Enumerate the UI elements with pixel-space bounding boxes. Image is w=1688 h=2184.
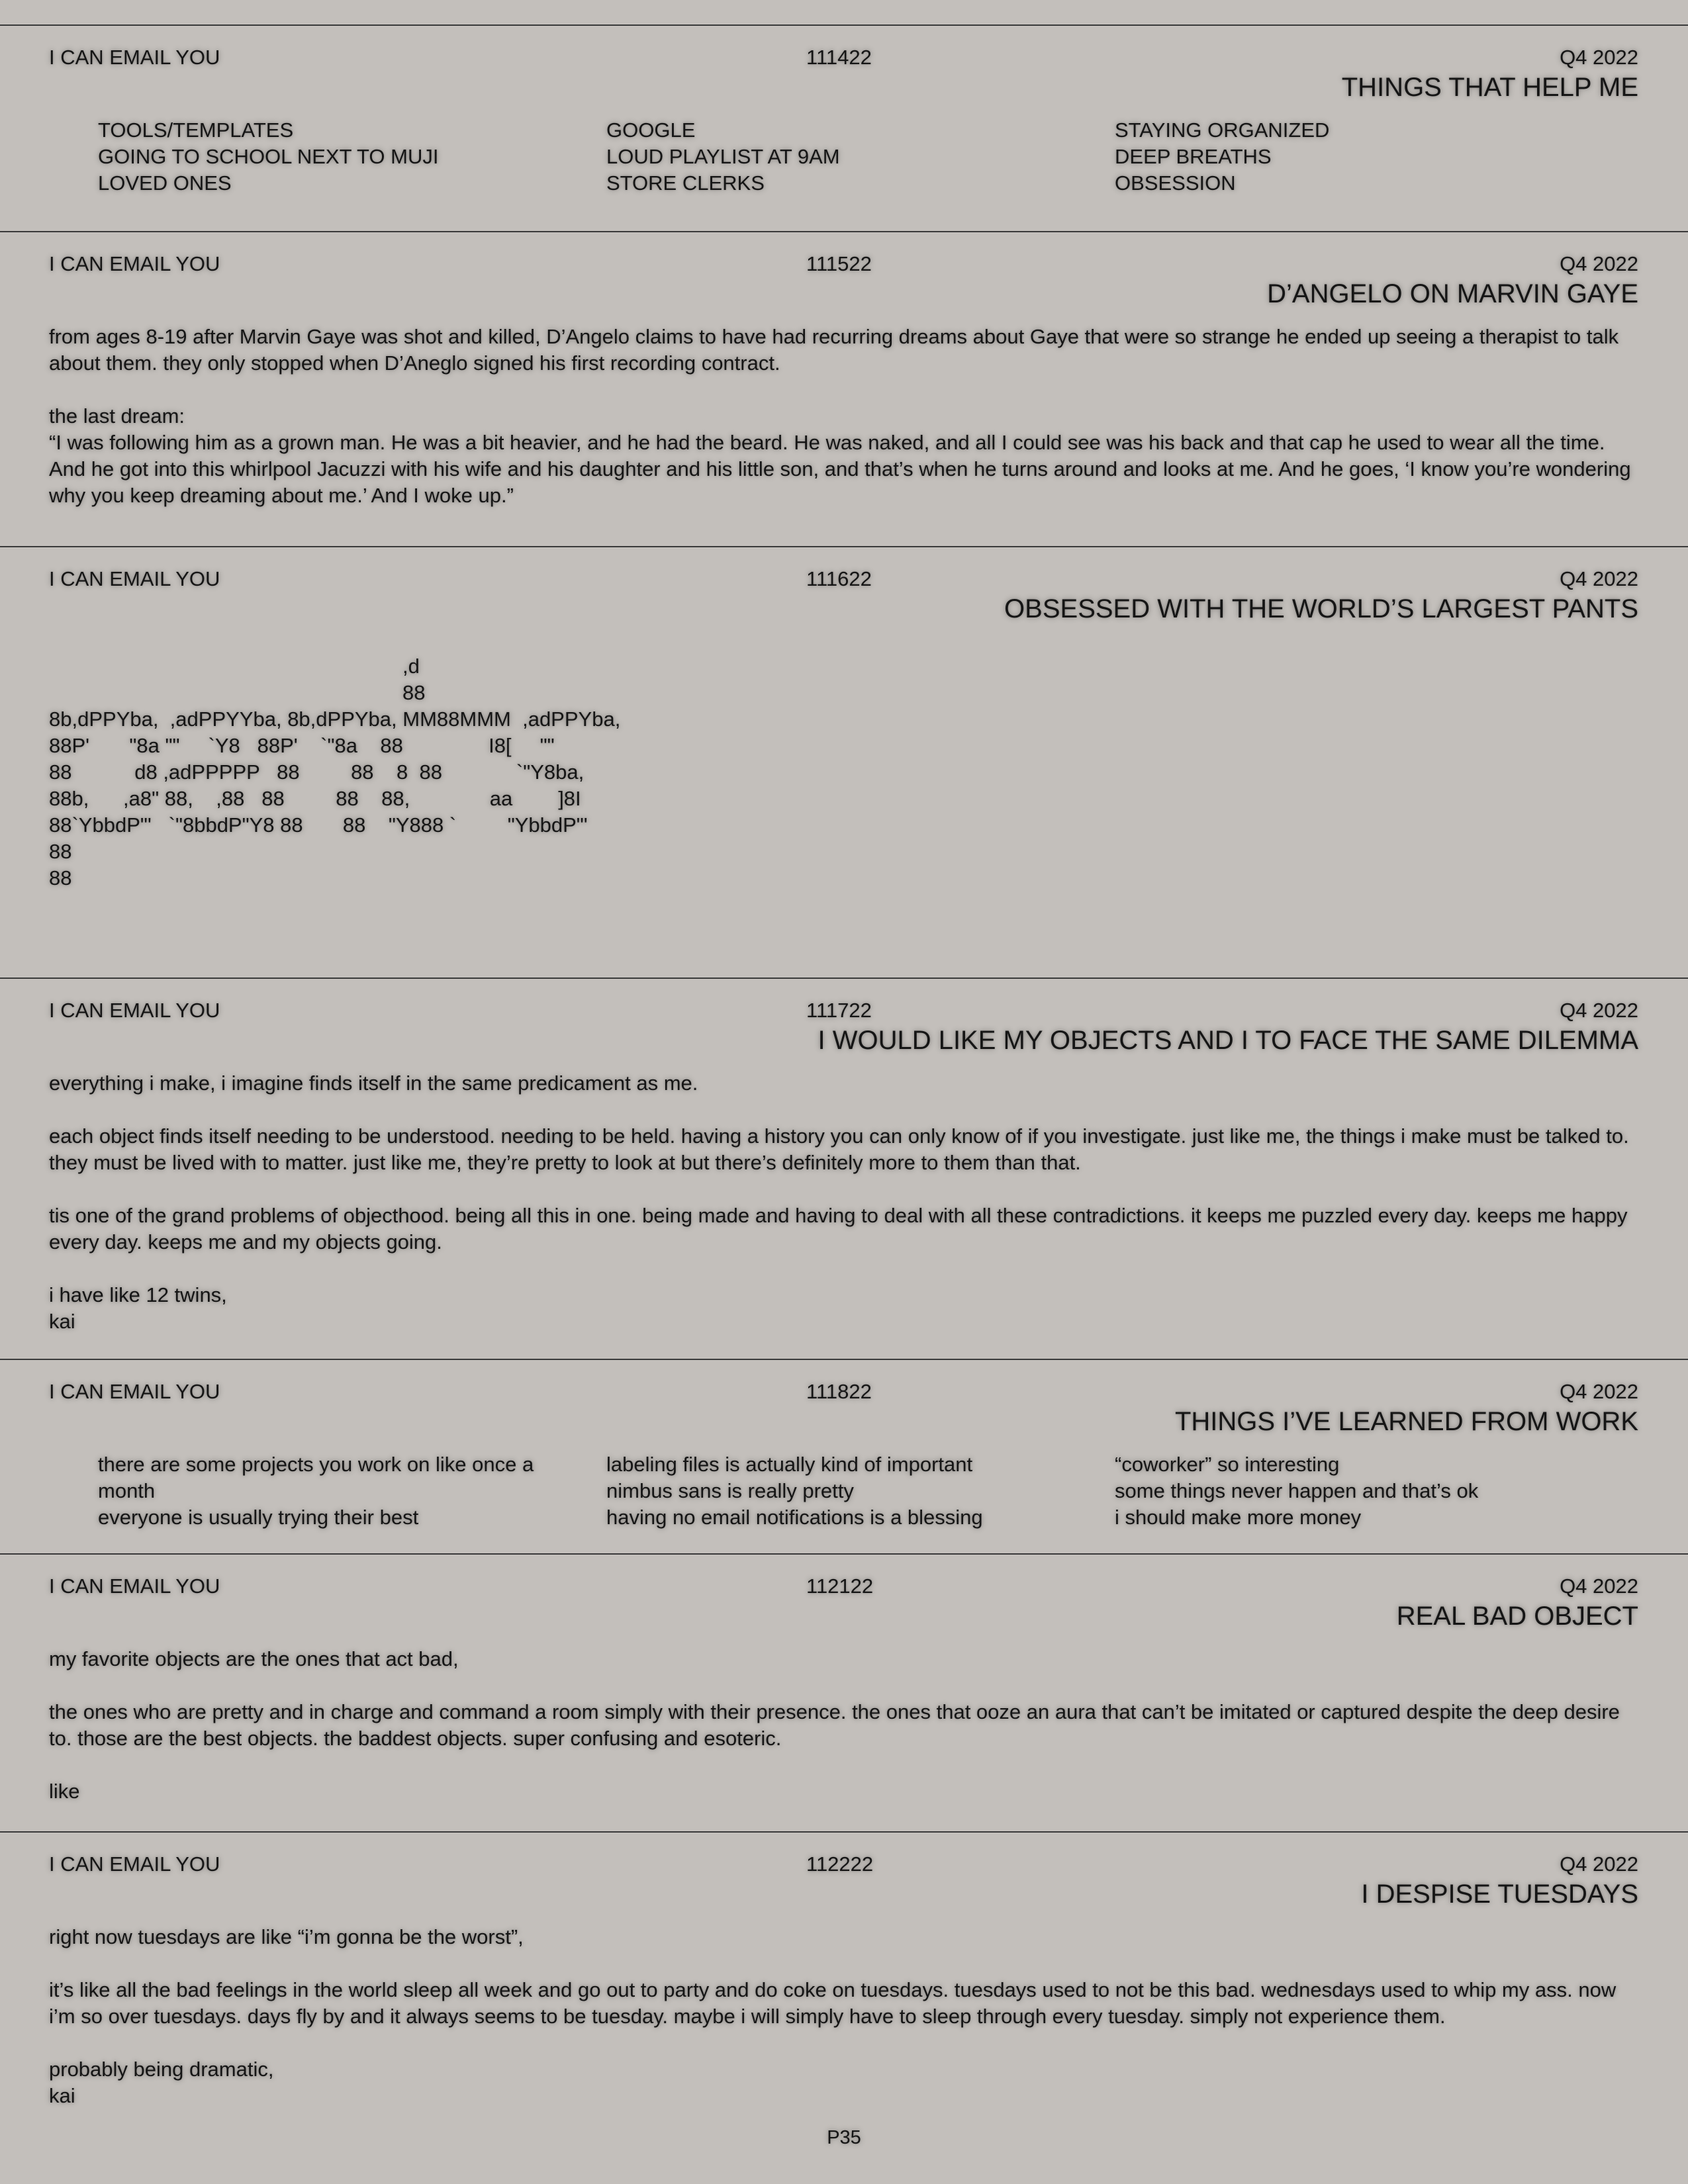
- page-number: P35: [827, 2127, 861, 2148]
- ascii-art-pants: ,d 88 8b,dPPYba, ,adPPYYba, 8b,dPPYba, MM88MMM ,adPPYba, 88P' "8a "" `Y8 88P' `"8a 88 I8[ "" 88 d8 ,adPPPPP 88 88 8 88 `"Y8ba, 88b, ,a8" 88, ,88 88 88 88, aa ]8I 88`YbbdP"' `"8bbdP"Y8 88 88 "Y888 ` "YbbdP"' 88 88: [49, 655, 621, 889]
- entry-quarter: Q4 2022: [1560, 1574, 1638, 1598]
- entry-code: 111522: [806, 252, 872, 275]
- list-item: DEEP BREATHS: [1115, 145, 1272, 168]
- body-paragraph: everything i make, i imagine finds itself in the same predicament as me.: [49, 1071, 698, 1095]
- entry-body: [49, 1070, 1638, 1335]
- entry-quarter: Q4 2022: [1560, 1380, 1638, 1403]
- list-column: [606, 117, 1096, 197]
- signoff: probably being dramatic, kai: [49, 2058, 274, 2107]
- list-item: STAYING ORGANIZED: [1115, 118, 1330, 142]
- entry-title: REAL BAD OBJECT: [1396, 1602, 1638, 1631]
- list-item: labeling files is actually kind of important: [606, 1453, 973, 1476]
- entry-title: I DESPISE TUESDAYS: [1361, 1880, 1638, 1909]
- entry-code: 111622: [806, 567, 872, 590]
- entry-code: 112122: [806, 1574, 874, 1598]
- signoff: i have like 12 twins, kai: [49, 1283, 227, 1333]
- entry-code: 112222: [806, 1852, 874, 1876]
- body-paragraph: the last dream:: [49, 404, 185, 428]
- list-item: LOVED ONES: [98, 171, 232, 195]
- entry-111422: [0, 24, 1688, 231]
- list-item: i should make more money: [1115, 1506, 1362, 1529]
- list-item: having no email notifications is a blessing: [606, 1506, 983, 1529]
- list-item: GOING TO SCHOOL NEXT TO MUJI: [98, 145, 439, 168]
- entry-title: THINGS I’VE LEARNED FROM WORK: [1174, 1407, 1638, 1436]
- entry-title: OBSESSED WITH THE WORLD’S LARGEST PANTS: [1004, 594, 1638, 623]
- entry-111622: [0, 546, 1688, 978]
- body-paragraph: like: [49, 1780, 80, 1803]
- body-paragraph: each object finds itself needing to be understood. needing to be held. having a history you can only know of if you investigate. just like me, the things i make must be talked to. they must be lived with to matter. just like me, they’re pretty to look at but there’s definitely more to them than that.: [49, 1124, 1629, 1174]
- list-column: [606, 1451, 1096, 1531]
- entry-code: 111422: [806, 46, 872, 69]
- entry-source: I CAN EMAIL YOU: [49, 999, 220, 1022]
- list-item: STORE CLERKS: [606, 171, 765, 195]
- list-column: [98, 117, 588, 197]
- entry-title: THINGS THAT HELP ME: [1341, 73, 1638, 102]
- entry-111822: [0, 1359, 1688, 1553]
- body-paragraph: it’s like all the bad feelings in the world sleep all week and go out to party and do coke on tuesdays. tuesdays used to not be this bad. wednesdays used to whip my ass. now i’m so over tuesdays. days fly by and it always seems to be tuesday. maybe i will simply have to sleep through every tuesday. simply not experience them.: [49, 1978, 1617, 2028]
- list-item: there are some projects you work on like once a month: [98, 1453, 534, 1502]
- list-item: GOOGLE: [606, 118, 696, 142]
- body-paragraph: tis one of the grand problems of objecthood. being all this in one. being made and having to deal with all these contradictions. it keeps me puzzled every day. keeps me happy every day. keeps me and my objects going.: [49, 1204, 1628, 1253]
- entry-title: D’ANGELO ON MARVIN GAYE: [1267, 279, 1638, 308]
- entry-body: [49, 1646, 1638, 1805]
- entry-source: I CAN EMAIL YOU: [49, 252, 220, 275]
- body-paragraph: my favorite objects are the ones that act bad,: [49, 1647, 459, 1670]
- entry-quarter: Q4 2022: [1560, 1852, 1638, 1876]
- list-item: TOOLS/TEMPLATES: [98, 118, 294, 142]
- entry-source: I CAN EMAIL YOU: [49, 567, 220, 590]
- entry-quarter: Q4 2022: [1560, 252, 1638, 275]
- list-item: OBSESSION: [1115, 171, 1236, 195]
- body-quote: “I was following him as a grown man. He was a bit heavier, and he had the beard. He was naked, and all I could see was his back and that cap he used to wear all the time. And he got into this whirlpool Jacuzzi with his wife and his daughter and his little son, and that’s when he turns around and looks at me. And he goes, ‘I know you’re wondering why you keep dreaming about me.’ And I woke up.”: [49, 431, 1631, 507]
- entry-title: I WOULD LIKE MY OBJECTS AND I TO FACE THE SAME DILEMMA: [818, 1026, 1638, 1055]
- list-item: “coworker” so interesting: [1115, 1453, 1340, 1476]
- entry-source: I CAN EMAIL YOU: [49, 1852, 220, 1876]
- entry-112122: [0, 1553, 1688, 1831]
- entry-source: I CAN EMAIL YOU: [49, 1574, 220, 1598]
- entry-111722: [0, 978, 1688, 1359]
- list-column: [1115, 117, 1605, 197]
- list-item: everyone is usually trying their best: [98, 1506, 419, 1529]
- entry-quarter: Q4 2022: [1560, 999, 1638, 1022]
- body-paragraph: from ages 8-19 after Marvin Gaye was shot and killed, D’Angelo claims to have had recurring dreams about Gaye that were so strange he ended up seeing a therapist to talk about them. they only stopped when D’Aneglo signed his first recording contract.: [49, 325, 1619, 375]
- entry-body: [49, 1924, 1638, 2109]
- list-column: [1115, 1451, 1605, 1531]
- entry-112222: [0, 1831, 1688, 2122]
- entry-source: I CAN EMAIL YOU: [49, 1380, 220, 1403]
- list-item: nimbus sans is really pretty: [606, 1479, 854, 1502]
- entry-111522: [0, 231, 1688, 546]
- entry-code: 111722: [806, 999, 872, 1022]
- body-paragraph: right now tuesdays are like “i’m gonna be the worst”,: [49, 1925, 524, 1948]
- entry-quarter: Q4 2022: [1560, 46, 1638, 69]
- entry-code: 111822: [806, 1380, 872, 1403]
- body-paragraph: the ones who are pretty and in charge and command a room simply with their presence. the ones that ooze an aura that can’t be imitated or captured despite the deep desire to. those are the best objects. the baddest objects. super confusing and esoteric.: [49, 1700, 1620, 1750]
- list-column: [98, 1451, 561, 1531]
- entry-quarter: Q4 2022: [1560, 567, 1638, 590]
- list-item: LOUD PLAYLIST AT 9AM: [606, 145, 840, 168]
- entry-source: I CAN EMAIL YOU: [49, 46, 220, 69]
- list-item: some things never happen and that’s ok: [1115, 1479, 1479, 1502]
- entry-body: [49, 324, 1638, 509]
